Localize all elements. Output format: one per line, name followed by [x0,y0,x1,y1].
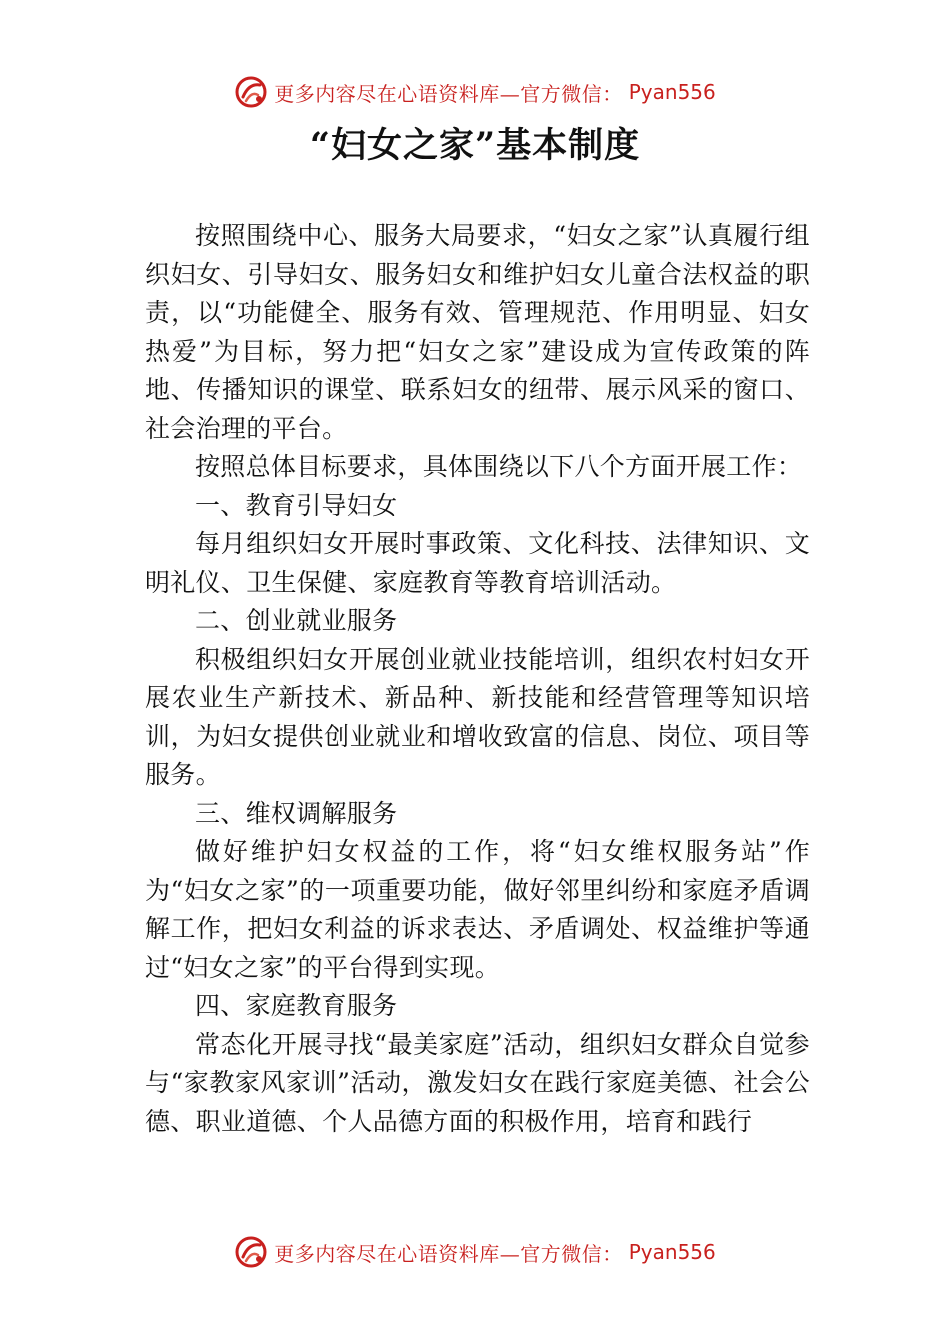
watermark-wechat-id: Pyan556 [628,80,716,104]
document-body [145,217,810,1141]
section-heading-4: 四、家庭教育服务 [195,991,398,1020]
footer-watermark [0,1232,950,1272]
watermark-wechat-id: Pyan556 [628,1240,716,1264]
section-body-4: 常态化开展寻找“最美家庭”活动，组织妇女群众自觉参与“家教家风家训”活动，激发妇女在践行家庭美德、社会公德、职业道德、个人品德方面的积极作用，培育和践行 [145,1029,810,1136]
brush-seal-logo-icon [234,75,268,109]
section-body-1: 每月组织妇女开展时事政策、文化科技、法律知识、文明礼仪、卫生保健、家庭教育等教育培训活动。 [145,529,810,597]
section-body-3: 做好维护妇女权益的工作，将“妇女维权服务站”作为“妇女之家”的一项重要功能，做好邻里纠纷和家庭矛盾调解工作，把妇女利益的诉求表达、矛盾调处、权益维护等通过“妇女之家”的平台得到实现。 [145,837,810,982]
watermark-text: 更多内容尽在心语资料库—官方微信： [274,81,623,106]
document-title: “妇女之家”基本制度 [309,125,641,166]
paragraph-overview: 按照总体目标要求，具体围绕以下八个方面开展工作： [195,452,803,481]
section-body-2: 积极组织妇女开展创业就业技能培训，组织农村妇女开展农业生产新技术、新品种、新技能和经营管理等知识培训，为妇女提供创业就业和增收致富的信息、岗位、项目等服务。 [145,644,810,789]
section-heading-1: 一、教育引导妇女 [195,490,398,520]
watermark-text: 更多内容尽在心语资料库—官方微信： [274,1241,623,1266]
brush-seal-logo-icon [234,1235,268,1269]
paragraph-intro: 按照围绕中心、服务大局要求，“妇女之家”认真履行组织妇女、引导妇女、服务妇女和维护妇女儿童合法权益的职责，以“功能健全、服务有效、管理规范、作用明显、妇女热爱”为目标，努力把“妇女之家”建设成为宣传政策的阵地、传播知识的课堂、联系妇女的纽带、展示风采的窗口、社会治理的平台。 [145,221,810,443]
section-heading-2: 二、创业就业服务 [195,606,398,635]
section-heading-3: 三、维权调解服务 [195,798,398,828]
header-watermark [0,72,950,112]
